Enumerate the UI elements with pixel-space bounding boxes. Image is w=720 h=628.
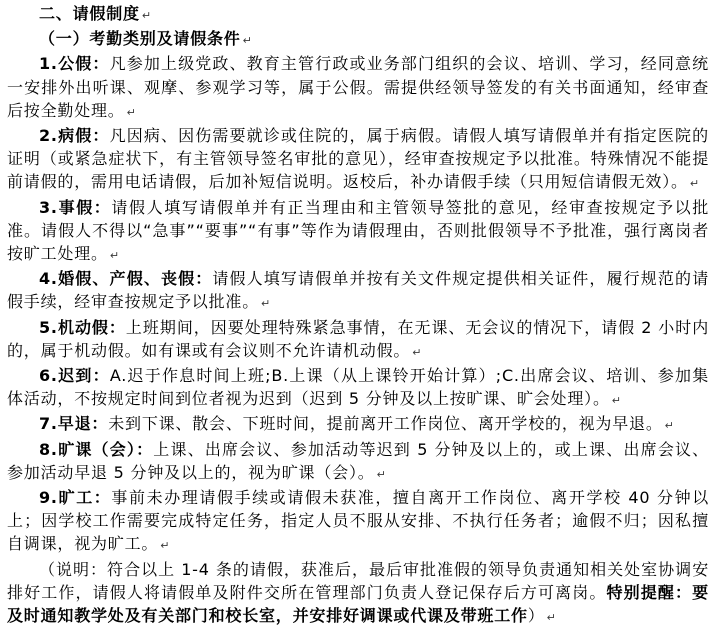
- paragraph-mark-icon: ↵: [261, 297, 271, 311]
- para-sick-leave: [7, 124, 709, 196]
- para-personal-leave: [7, 196, 709, 268]
- bold-text: 5.机动假：: [39, 317, 126, 337]
- paragraph-mark-icon: ↵: [412, 345, 422, 359]
- bold-text: 7.早退：: [39, 414, 109, 434]
- bold-text: 特别提醒：要及时通知教学处及有关部门和校长室，并安排好调课或代课及带班工作: [7, 582, 709, 626]
- paragraph-mark-icon: ↵: [689, 177, 700, 191]
- bold-text: （一）考勤类别及请假条件: [39, 29, 241, 49]
- bold-text: 二、请假制度: [39, 4, 140, 23]
- para-late-arrival: [7, 364, 709, 412]
- bold-text: 9.旷工：: [39, 488, 112, 508]
- body-text: （说明：符合以上 1-4 条的请假，获准后，最后审批准假的领导负责通知相关处室协调安排好工作，请假人将请假单及附件交所在管理部门负责人登记保存后方可离岗。: [7, 559, 709, 602]
- body-text: A.迟于作息时间上班;B.上课（从上课铃开始计算）;C.出席会议、培训、参加集体活动，不按规定时间到位者视为迟到（迟到 5 分钟及以上按旷课、旷会处理）。: [7, 366, 709, 409]
- document-body: [7, 2, 709, 628]
- paragraph-mark-icon: ↵: [376, 467, 386, 481]
- paragraph-mark-icon: ↵: [664, 419, 674, 433]
- body-text: 凡因病、因伤需要就诊或住院的，属于病假。请假人填写请假单并有指定医院的证明（或紧急症状下，有主管领导签名审批的意见），经审查按规定予以批准。特殊情况不能提前请假的，需用电话请假，后加补短信说明。返校后，补办请假手续（只用短信请假无效）。: [7, 126, 709, 192]
- paragraph-mark-icon: ↵: [611, 394, 621, 408]
- section-title-leave-system: [7, 2, 709, 27]
- para-marriage-maternity-funeral-leave: [7, 267, 709, 315]
- body-text: 请假人填写请假单并按有关文件规定提供相关证件，履行规范的请假手续，经审查按规定予以批准。: [7, 269, 709, 312]
- body-text: 凡参加上级党政、教育主管行政或业务部门组织的会议、培训、学习，经同意统一安排外出听课、观摩、参观学习等，属于公假。需提供经领导签发的有关书面通知，经审查后按全勤处理。: [7, 54, 709, 120]
- body-text: 请假人填写请假单并有正当理由和主管领导签批的意见，经审查按规定予以批准。请假人不得以“急事”“要事”“有事”等作为请假理由，否则批假领导不予批准，强行离岗者按旷工处理。: [7, 197, 710, 264]
- bold-text: 8.旷课（会）：: [39, 439, 154, 459]
- para-absenteeism: [7, 486, 709, 558]
- paragraph-mark-icon: ↵: [546, 611, 556, 625]
- para-early-leave: [7, 412, 709, 437]
- bold-text: 1.公假：: [39, 54, 110, 74]
- body-text: 上班期间，因要处理特殊紧急事情，在无课、无会议的情况下，请假 2 小时内的，属于机动假。如有课或有会议则不允许请机动假。: [7, 317, 709, 360]
- para-note: [7, 558, 709, 628]
- bold-text: 4.婚假、产假、丧假：: [39, 269, 213, 289]
- paragraph-mark-icon: ↵: [160, 539, 170, 553]
- subsection-title-attendance-categories: [7, 27, 709, 52]
- para-flexible-leave: [7, 316, 709, 364]
- paragraph-mark-icon: ↵: [242, 34, 252, 48]
- para-public-leave: [7, 52, 709, 124]
- body-text: 上课、出席会议、参加活动等迟到 5 分钟及以上的，或上课、出席会议、参加活动早退 5 分钟及以上的，视为旷课（会）。: [7, 439, 709, 482]
- body-text: ）: [527, 606, 545, 626]
- body-text: 未到下课、散会、下班时间，提前离开工作岗位、离开学校的，视为早退。: [108, 414, 663, 434]
- paragraph-mark-icon: ↵: [126, 105, 136, 119]
- body-text: 事前未办理请假手续或请假未获准，擅自离开工作岗位、离开学校 40 分钟以上；因学校工作需要完成特定任务，指定人员不服从安排、不执行任务者；逾假不归；因私擅自调课，视为旷工。: [7, 488, 709, 554]
- para-class-meeting-absence: [7, 438, 709, 486]
- paragraph-mark-icon: ↵: [109, 249, 120, 263]
- bold-text: 6.迟到：: [39, 366, 110, 386]
- bold-text: 3.事假：: [39, 197, 112, 217]
- bold-text: 2.病假：: [39, 126, 110, 146]
- paragraph-mark-icon: ↵: [141, 9, 152, 22]
